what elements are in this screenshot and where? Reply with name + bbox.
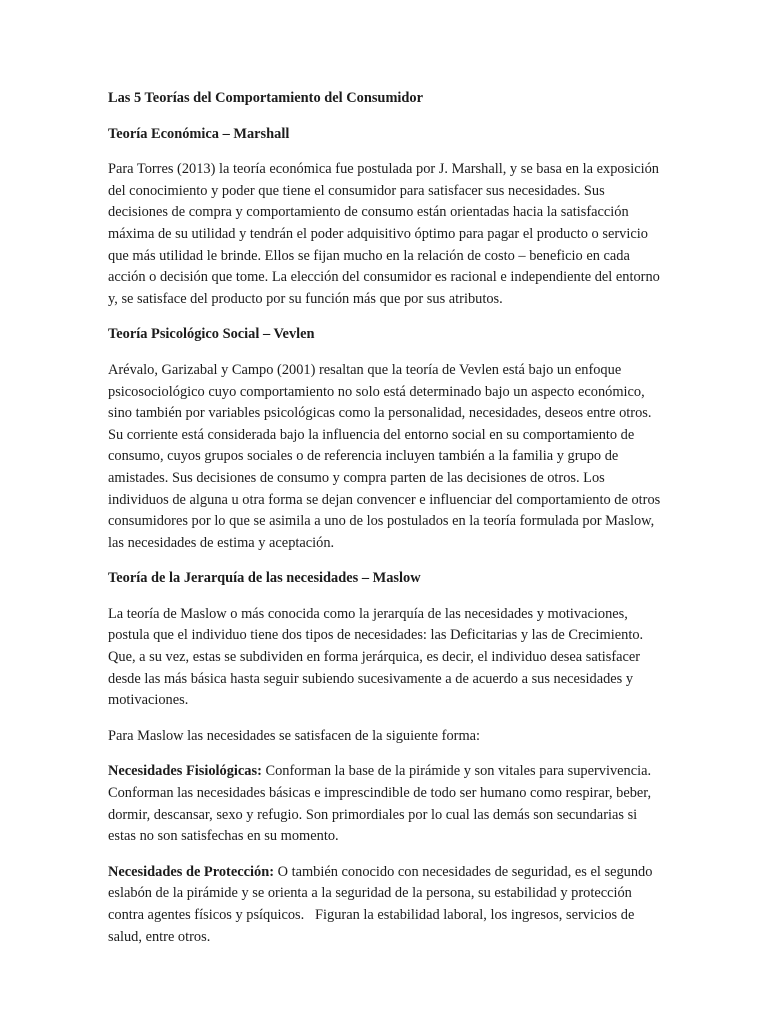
section-heading-marshall: Teoría Económica – Marshall (108, 125, 290, 142)
section-heading-maslow: Teoría de la Jerarquía de las necesidades – Maslow (108, 570, 421, 587)
need-term: Necesidades de Protección: (108, 863, 274, 880)
need-item-fisiologicas (108, 761, 668, 847)
paragraph-maslow-lead: Para Maslow las necesidades se satisfacen de la siguiente forma: (108, 727, 481, 744)
need-text: O también conocido con necesidades de seguridad, es el segundo eslabón de la pirámide y se orienta a la seguridad de la persona, su estabilidad y protección contra agentes físicos y psíquicos. Figuran la estabilidad laboral, los ingresos, servicios de salud, entre otros. (108, 863, 657, 945)
paragraph-marshall: Para Torres (2013) la teoría económica fue postulada por J. Marshall, y se basa en la exposición del conocimiento y poder que tiene el consumidor para satisfacer sus necesidades. Sus decisiones de compra y comportamiento de consumo están orientadas hacia la satisfacción máxima de su utilidad y tendrán el poder adquisitivo óptimo para pagar el producto o servicio que más utilidad le brinde. Ellos se fijan mucho en la relación de costo – beneficio en cada acción o decisión que tome. La elección del consumidor es racional e independiente del entorno y, se satisface del producto por su función más que por sus atributos. (108, 161, 660, 307)
need-term: Necesidades Fisiológicas: (108, 763, 262, 780)
document-page (108, 88, 668, 962)
paragraph-vevlen: Arévalo, Garizabal y Campo (2001) resaltan que la teoría de Vevlen está bajo un enfoque psicosociológico cuyo comportamiento no solo está determinado bajo un aspecto económico, sino también por variables psicológicas como la personalidad, necesidades, deseos entre otros. Su corriente está considerada bajo la influencia del entorno social en su comportamiento de consumo, cuyos grupos sociales o de referencia incluyen también a la familia y grupo de amistades. Sus decisiones de consumo y compra parten de las decisiones de otros. Los individuos de alguna u otra forma se dejan convencer e influenciar del comportamiento de otros consumidores por lo que se asimila a uno de los postulados en la teoría formulada por Maslow, las necesidades de estima y aceptación. (108, 361, 661, 551)
document-title: Las 5 Teorías del Comportamiento del Consumidor (108, 90, 424, 106)
need-item-proteccion (108, 862, 668, 948)
need-text: Conforman la base de la pirámide y son vitales para supervivencia. Conforman las necesidades básicas e imprescindible de todo ser humano como respirar, beber, dormir, descansar, sexo y refugio. Son primordiales por lo cual las demás son secundarias si estas no son satisfechas en su momento. (108, 763, 652, 845)
section-heading-vevlen: Teoría Psicológico Social – Vevlen (108, 326, 315, 343)
paragraph-maslow-intro: La teoría de Maslow o más conocida como la jerarquía de las necesidades y motivaciones, postula que el individuo tiene dos tipos de necesidades: las Deficitarias y las de Crecimiento. Que, a su vez, estas se subdividen en forma jerárquica, es decir, el individuo desea satisfacer desde las más básica hasta seguir subiendo sucesivamente a de acuerdo a sus necesidades y motivaciones. (108, 605, 644, 709)
